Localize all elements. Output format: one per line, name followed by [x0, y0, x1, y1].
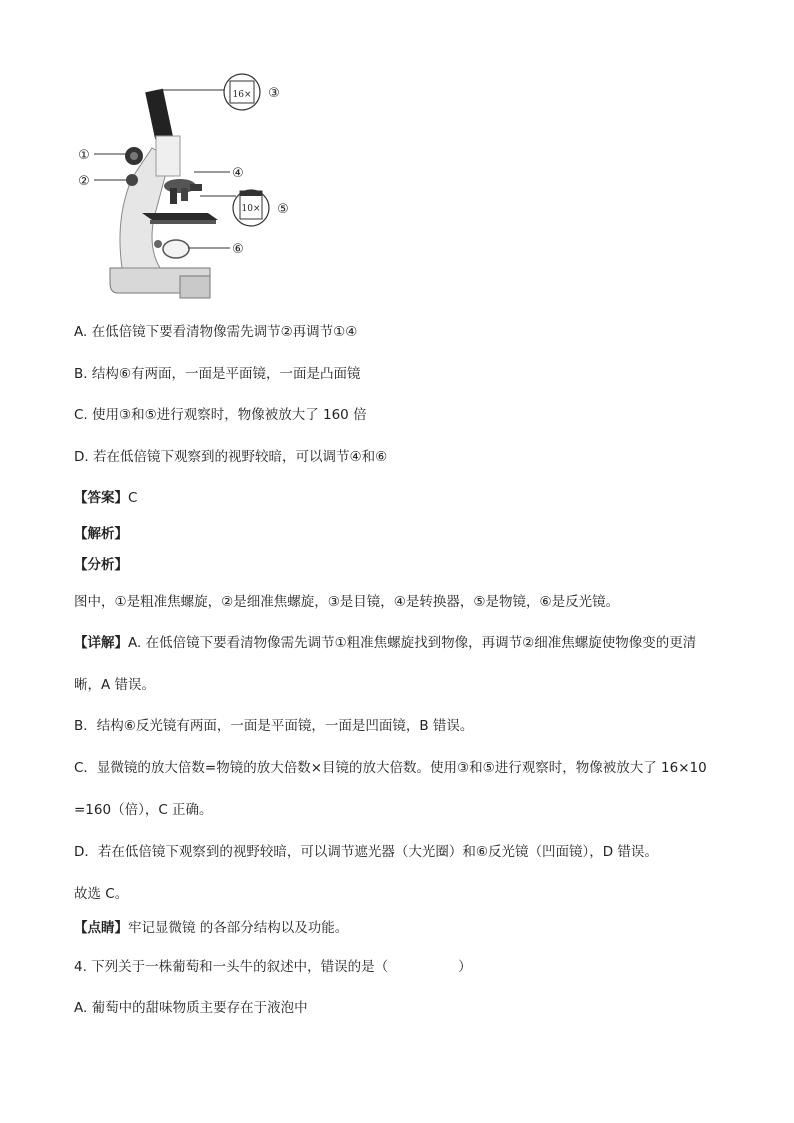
microscope-figure	[70, 68, 310, 308]
detail-a-line1	[74, 633, 696, 653]
mirror	[163, 240, 189, 258]
dianjing-text: 牢记显微镜 的各部分结构以及功能。	[128, 920, 349, 936]
fenxi-text: 图中，①是粗准焦螺旋，②是细准焦螺旋，③是目镜，④是转换器，⑤是物镜，⑥是反光镜。	[74, 594, 620, 610]
detail-a-line2: 晰，A 错误。	[74, 677, 156, 693]
label-6: ⑥	[232, 242, 244, 257]
option-c: C. 使用③和⑤进行观察时，物像被放大了 160 倍	[74, 407, 367, 423]
detail-d: D．若在低倍镜下观察到的视野较暗，可以调节遮光器（大光圈）和⑥反光镜（凹面镜），D 错误。	[74, 844, 658, 860]
detail-b: B．结构⑥反光镜有两面，一面是平面镜，一面是凹面镜，B 错误。	[74, 718, 474, 734]
objective-lens-3	[190, 184, 202, 191]
microscope-base-foot	[180, 276, 210, 298]
question-4-stem	[74, 957, 472, 977]
label-1: ①	[78, 148, 90, 163]
question-4-text: 4. 下列关于一株葡萄和一头牛的叙述中，错误的是（	[74, 959, 389, 975]
option-d: D. 若在低倍镜下观察到的视野较暗，可以调节④和⑥	[74, 449, 388, 465]
label-4: ④	[232, 166, 244, 181]
eyepiece-tube	[145, 89, 173, 140]
dianjing-line	[74, 918, 348, 938]
option-a: A. 在低倍镜下要看清物像需先调节②再调节①④	[74, 324, 358, 340]
body-tube	[156, 136, 180, 176]
detail-a-text: A. 在低倍镜下要看清物像需先调节①粗准焦螺旋找到物像，再调节②细准焦螺旋使物像变的更清	[128, 635, 697, 651]
label-3: ③	[268, 86, 280, 101]
label-5: ⑤	[277, 202, 289, 217]
label-2: ②	[78, 174, 90, 189]
mirror-joint	[154, 240, 162, 248]
answer-label: 【答案】	[74, 490, 128, 506]
objective-magnification: 10×	[241, 204, 261, 214]
dianjing-label: 【点睛】	[74, 920, 128, 936]
fine-focus-knob	[126, 174, 138, 186]
question-4-close: ）	[458, 959, 472, 975]
objective-lens-1	[170, 188, 177, 204]
analysis-label: 【解析】	[74, 526, 128, 542]
answer-value: C	[128, 490, 138, 506]
answer-line	[74, 488, 137, 508]
fenxi-label: 【分析】	[74, 557, 128, 573]
eyepiece-magnification: 16×	[232, 90, 252, 100]
question-4-option-a: A. 葡萄中的甜味物质主要存在于液泡中	[74, 1000, 308, 1016]
detail-label: 【详解】	[74, 635, 128, 651]
detail-c-line2: =160（倍），C 正确。	[74, 802, 213, 818]
option-b: B. 结构⑥有两面，一面是平面镜，一面是凸面镜	[74, 366, 361, 382]
stage	[142, 213, 218, 220]
detail-c-line1: C．显微镜的放大倍数=物镜的放大倍数×目镜的放大倍数。使用③和⑤进行观察时，物像被放大了 16×10	[74, 760, 707, 776]
conclusion: 故选 C。	[74, 886, 129, 902]
objective-lens-2	[181, 188, 188, 201]
